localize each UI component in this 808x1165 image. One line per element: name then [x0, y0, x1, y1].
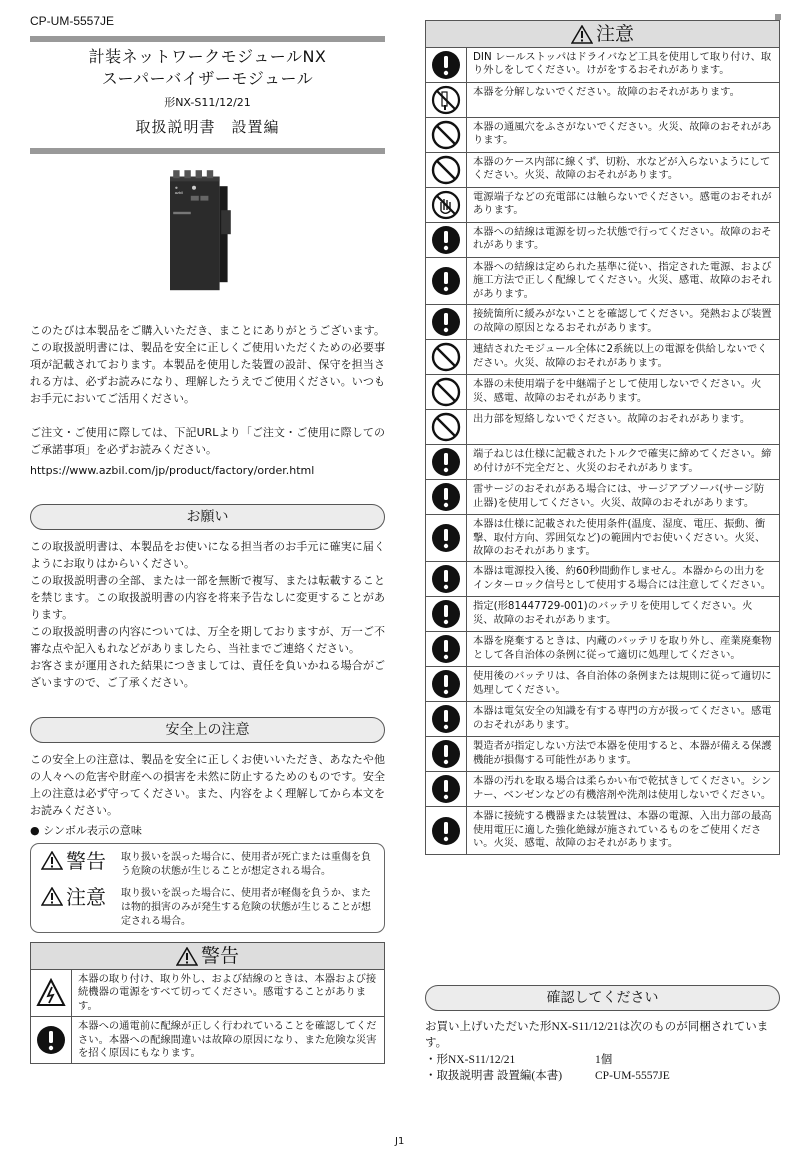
caution-row: [426, 736, 779, 771]
caution-row: [426, 304, 779, 339]
caution-row: [426, 596, 779, 631]
mandatory-icon: [431, 447, 461, 477]
caution-text: 本器への結線は定められた基準に従い、指定された電源、および施工方法で正しく配線してください。火災、感電、故障のおそれがあります。: [473, 261, 772, 300]
mandatory-icon: [36, 1025, 66, 1055]
caution-triangle-icon: [571, 25, 593, 44]
title-rule: [30, 148, 385, 154]
product-image: [162, 160, 234, 302]
section-heading-confirm: 確認してください: [425, 985, 780, 1011]
caution-text: 使用後のバッテリは、各自治体の条例または規則に従って適切に処理してください。: [473, 670, 772, 696]
caution-text: 電源端子などの充電部には触らないでください。感電のおそれがあります。: [473, 191, 772, 217]
symbol-warning-text: 取り扱いを誤った場合に、使用者が死亡または重傷を負う危険の状態が生じることが想定される場合。: [121, 852, 371, 877]
confirm-text: お買い上げいただいた形NX-S11/12/21は次のものが同梱されています。: [425, 1021, 769, 1049]
caution-text: DIN レールストッパはドライバなど工具を使用して取り付け、取り外しをしてください。けがをするおそれがあります。: [473, 51, 772, 77]
prohibited-icon: [431, 342, 461, 372]
request-line: この取扱説明書の全部、または一部を無断で複写、または転載することを禁じます。この取扱説明書の内容を将来予告なしに変更することがあります。: [30, 574, 385, 621]
caution-row: [426, 444, 779, 479]
safety-intro: この安全上の注意は、製品を安全に正しくお使いいただき、あなたや他の人々への危害や財産への損害を未然に防止するためのものです。安全上の注意は必ず守ってください。また、内容をよく理解してから本文をお読みください。: [30, 753, 385, 817]
mandatory-icon: [431, 634, 461, 664]
caution-text: 出力部を短絡しないでください。故障のおそれがあります。: [473, 413, 751, 426]
caution-row: [426, 701, 779, 736]
request-line: この取扱説明書の内容については、万全を期しておりますが、万一ご不審な点や記入もれなどがありましたら、当社までご連絡ください。: [30, 625, 385, 655]
caution-heading: 注意: [425, 20, 780, 48]
electric-shock-icon: [36, 978, 66, 1008]
caution-triangle-icon: [41, 887, 63, 906]
warning-triangle-icon: [176, 947, 198, 966]
no-touch-icon: [431, 190, 461, 220]
caution-row: [426, 48, 779, 82]
mandatory-icon: [431, 669, 461, 699]
warning-row: [31, 970, 384, 1016]
caution-row: [426, 187, 779, 222]
mandatory-icon: [431, 599, 461, 629]
caution-text: 本器の汚れを取る場合は柔らかい布で乾拭きしてください。シンナー、ベンゼンなどの有機溶剤や洗剤は使用しないでください。: [473, 775, 772, 801]
mandatory-icon: [431, 704, 461, 734]
caution-row: [426, 257, 779, 304]
caution-text: 連結されたモジュール全体に2系統以上の電源を供給しないでください。火災、故障のおそれがあります。: [473, 343, 768, 369]
document-code: CP-UM-5557JE: [30, 14, 115, 28]
caution-text: 本器に接続する機器または装置は、本器の電源、入出力部の最高使用電圧に適した強化絶縁が施されているものをご使用ください。火災、感電、故障のおそれがあります。: [473, 810, 772, 850]
order-url[interactable]: https://www.azbil.com/jp/product/factory/order.html: [30, 464, 315, 477]
caution-row: [426, 339, 779, 374]
header-rule: [30, 36, 385, 42]
caution-row: [426, 514, 779, 561]
no-disassembly-icon: [431, 85, 461, 115]
caution-row: [426, 666, 779, 701]
symbol-caution-row: [41, 884, 376, 929]
symbol-legend: [30, 843, 385, 933]
mandatory-icon: [431, 225, 461, 255]
caution-text: 本器への結線は電源を切った状態で行ってください。故障のおそれがあります。: [473, 226, 772, 252]
caution-row: [426, 631, 779, 666]
caution-text: 本器を分解しないでください。故障のおそれがあります。: [473, 86, 740, 98]
mandatory-icon: [431, 816, 461, 846]
caution-row: [426, 771, 779, 806]
caution-row: [426, 82, 779, 117]
request-line: この取扱説明書は、本製品をお使いになる担当者のお手元に確実に届くようにお取りはからいください。: [30, 540, 385, 570]
page-number: J1: [395, 1136, 405, 1147]
intro-paragraph: このたびは本製品をご購入いただき、まことにありがとうございます。この取扱説明書には、製品を安全に正しくご使用いただくための必要事項が記載されております。本製品を使用した装置の設計、保守を担当される方は、必ずお読みになり、理解したうえでご使用ください。いつもお手元においてご活用ください。: [30, 324, 385, 405]
package-list: [425, 1052, 780, 1084]
caution-row: [426, 222, 779, 257]
warning-row: [31, 1016, 384, 1063]
caution-text: 端子ねじは仕様に記載されたトルクで確実に締めてください。締め付けが不完全だと、火災のおそれがあります。: [473, 448, 772, 474]
caution-section: [425, 20, 780, 855]
mandatory-icon: [431, 482, 461, 512]
title-block: [30, 46, 385, 137]
caution-row: [426, 806, 779, 853]
mandatory-icon: [431, 739, 461, 769]
caution-text: 本器の通風穴をふさがないでください。火災、故障のおそれがあります。: [473, 121, 772, 147]
mandatory-icon: [431, 564, 461, 594]
caution-text: 本器は電源投入後、約60秒間動作しません。本器からの出力をインターロック信号として使用する場合には注意してください。: [473, 565, 771, 591]
caution-text: 接続箇所に緩みがないことを確認してください。発熱および装置の故障の原因となるおそれがあります。: [473, 308, 772, 334]
caution-row: [426, 479, 779, 514]
caution-row: [426, 409, 779, 444]
mandatory-icon: [431, 523, 461, 553]
caution-row: [426, 374, 779, 409]
caution-text: 本器は電気安全の知識を有する専門の方が扱ってください。感電のおそれがあります。: [473, 705, 772, 731]
request-line: お客さまが運用された結果につきましては、責任を負いかねる場合がございますので、ご了承ください。: [30, 659, 385, 689]
caution-row: [426, 561, 779, 596]
manual-title: 取扱説明書 設置編: [135, 118, 280, 136]
caution-text: 製造者が指定しない方法で本器を使用すると、本器が備える保護機能が損傷する可能性があります。: [473, 740, 772, 766]
symbol-warning-row: [41, 848, 376, 879]
mandatory-icon: [431, 774, 461, 804]
package-item: ・形NX-S11/12/21 1個: [425, 1054, 613, 1066]
caution-table: [425, 48, 780, 855]
symbol-caution-label: 注意: [41, 887, 121, 906]
symbol-warning-label: 警告: [41, 851, 121, 870]
warning-triangle-icon: [41, 851, 63, 870]
package-item: ・取扱説明書 設置編(本書) CP-UM-5557JE: [425, 1070, 670, 1082]
product-brand: azbil: [174, 190, 184, 196]
section-heading-safety: 安全上の注意: [30, 717, 385, 743]
caution-row: [426, 152, 779, 187]
caution-text: 本器を廃棄するときは、内蔵のバッテリを取り外し、産業廃棄物として各自治体の条例に従って適切に処理してください。: [473, 635, 772, 661]
caution-text: 本器の未使用端子を中継端子として使用しないでください。火災、感電、故障のおそれがあります。: [473, 378, 762, 404]
caution-text: 本器は仕様に記載された使用条件(温度、湿度、電圧、振動、衝撃、取付方向、雰囲気など)の範囲内でお使いください。火災、故障のおそれがあります。: [473, 518, 766, 558]
mandatory-icon: [431, 307, 461, 337]
mandatory-icon: [431, 266, 461, 296]
warning-text: 本器の取り付け、取り外し、および結線のときは、本器および接続機器の電源をすべて切ってください。感電することがあります。: [78, 973, 377, 1012]
request-text: [30, 538, 385, 691]
caution-text: 本器のケース内部に線くず、切粉、水などが入らないようにしてください。火災、故障のおそれがあります。: [473, 156, 771, 182]
warning-text: 本器への通電前に配線が正しく行われていることを確認してください。本器への配線間違いは故障の原因になり、また危険な災害を招く原因にもなります。: [78, 1020, 377, 1060]
caution-text: 指定(形81447729-001)のバッテリを使用してください。火災、故障のおそれがあります。: [473, 600, 753, 626]
prohibited-icon: [431, 120, 461, 150]
section-heading-request: お願い: [30, 504, 385, 530]
warning-table: [30, 970, 385, 1064]
symbol-caution-text: 取り扱いを誤った場合に、使用者が軽傷を負うか、または物的損害のみが発生する危険の状態が生じることが想定される場合。: [121, 888, 371, 927]
model-number: 形NX-S11/12/21: [164, 96, 251, 109]
prohibited-icon: [431, 377, 461, 407]
product-title: 計装ネットワークモジュールNX: [88, 47, 327, 66]
warning-heading: 警告: [30, 942, 385, 970]
caution-text: 雷サージのおそれがある場合には、サージアブソーバ(サージ防止器)を使用してください。火災、故障のおそれがあります。: [473, 483, 765, 509]
prohibited-icon: [431, 412, 461, 442]
order-notice: ご注文・ご使用に際しては、下記URLより「ご注文・ご使用に際してのご承諾事項」を必ずお読みください。: [30, 426, 385, 456]
caution-row: [426, 117, 779, 152]
product-subtitle: スーパーバイザーモジュール: [101, 69, 314, 88]
prohibited-icon: [431, 155, 461, 185]
mandatory-icon: [431, 50, 461, 80]
symbol-heading: ● シンボル表示の意味: [30, 824, 142, 837]
warning-section: [30, 942, 385, 1064]
